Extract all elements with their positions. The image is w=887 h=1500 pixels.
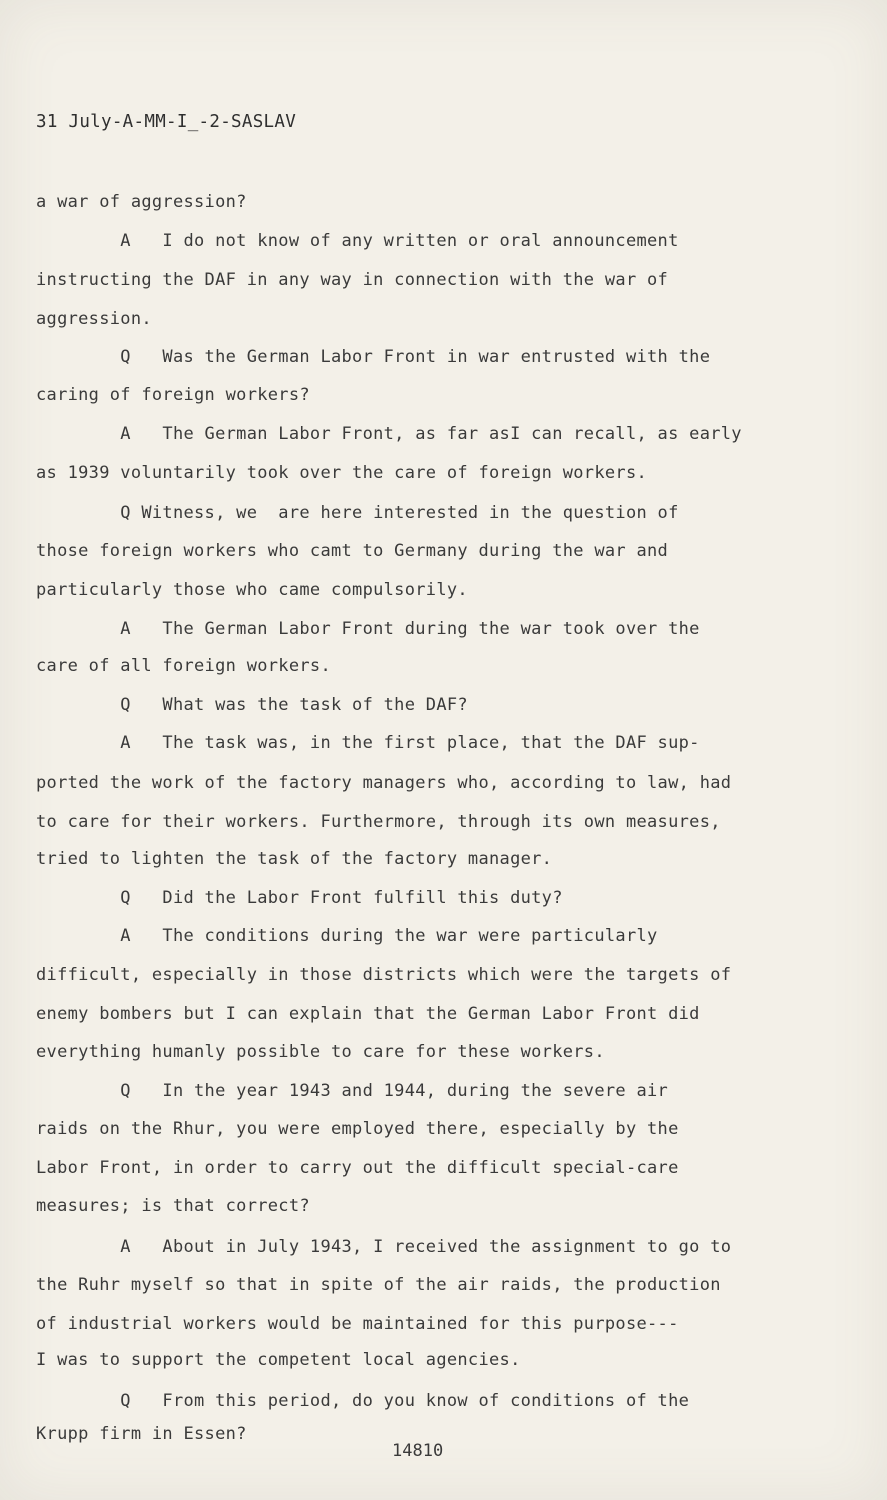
text-line: measures; is that correct?: [36, 1196, 310, 1216]
text-line: as 1939 voluntarily took over the care of foreign workers.: [36, 463, 648, 483]
text-line: those foreign workers who camt to Germany during the war and: [36, 541, 669, 561]
text-line: I was to support the competent local agencies.: [36, 1350, 521, 1370]
text-line: Q In the year 1943 and 1944, during the severe air: [36, 1081, 669, 1101]
text-line: Q Was the German Labor Front in war entrusted with the: [36, 347, 711, 367]
text-line: A The conditions during the war were particularly: [36, 926, 658, 946]
text-line: aggression.: [36, 309, 152, 329]
text-line: Q What was the task of the DAF?: [36, 695, 468, 715]
text-line: Q Did the Labor Front fulfill this duty?: [36, 888, 563, 908]
document-header: 31 July-A-MM-I_-2-SASLAV: [36, 112, 297, 132]
text-line: A About in July 1943, I received the assignment to go to: [36, 1237, 732, 1257]
text-line: a war of aggression?: [36, 192, 247, 212]
text-line: everything humanly possible to care for these workers.: [36, 1042, 605, 1062]
text-line: A The task was, in the first place, that the DAF sup-: [36, 733, 700, 753]
text-line: difficult, especially in those districts which were the targets of: [36, 965, 732, 985]
text-line: raids on the Rhur, you were employed there, especially by the: [36, 1119, 679, 1139]
text-line: A The German Labor Front, as far asI can recall, as early: [36, 424, 742, 444]
text-line: Q From this period, do you know of conditions of the: [36, 1391, 690, 1411]
text-line: to care for their workers. Furthermore, through its own measures,: [36, 812, 721, 832]
text-line: A I do not know of any written or oral announcement: [36, 231, 679, 251]
page-number: 14810: [392, 1441, 444, 1461]
text-line: of industrial workers would be maintained for this purpose---: [36, 1314, 679, 1334]
text-line: caring of foreign workers?: [36, 385, 310, 405]
text-line: Krupp firm in Essen?: [36, 1424, 247, 1444]
text-line: care of all foreign workers.: [36, 656, 331, 676]
text-line: tried to lighten the task of the factory manager.: [36, 849, 553, 869]
text-line: Labor Front, in order to carry out the difficult special-care: [36, 1158, 679, 1178]
text-line: instructing the DAF in any way in connection with the war of: [36, 270, 669, 290]
text-line: Q Witness, we are here interested in the question of: [36, 503, 679, 523]
text-line: enemy bombers but I can explain that the German Labor Front did: [36, 1004, 700, 1024]
text-line: the Ruhr myself so that in spite of the air raids, the production: [36, 1275, 721, 1295]
text-line: particularly those who came compulsorily.: [36, 580, 468, 600]
text-line: A The German Labor Front during the war took over the: [36, 619, 700, 639]
text-line: ported the work of the factory managers who, according to law, had: [36, 773, 732, 793]
